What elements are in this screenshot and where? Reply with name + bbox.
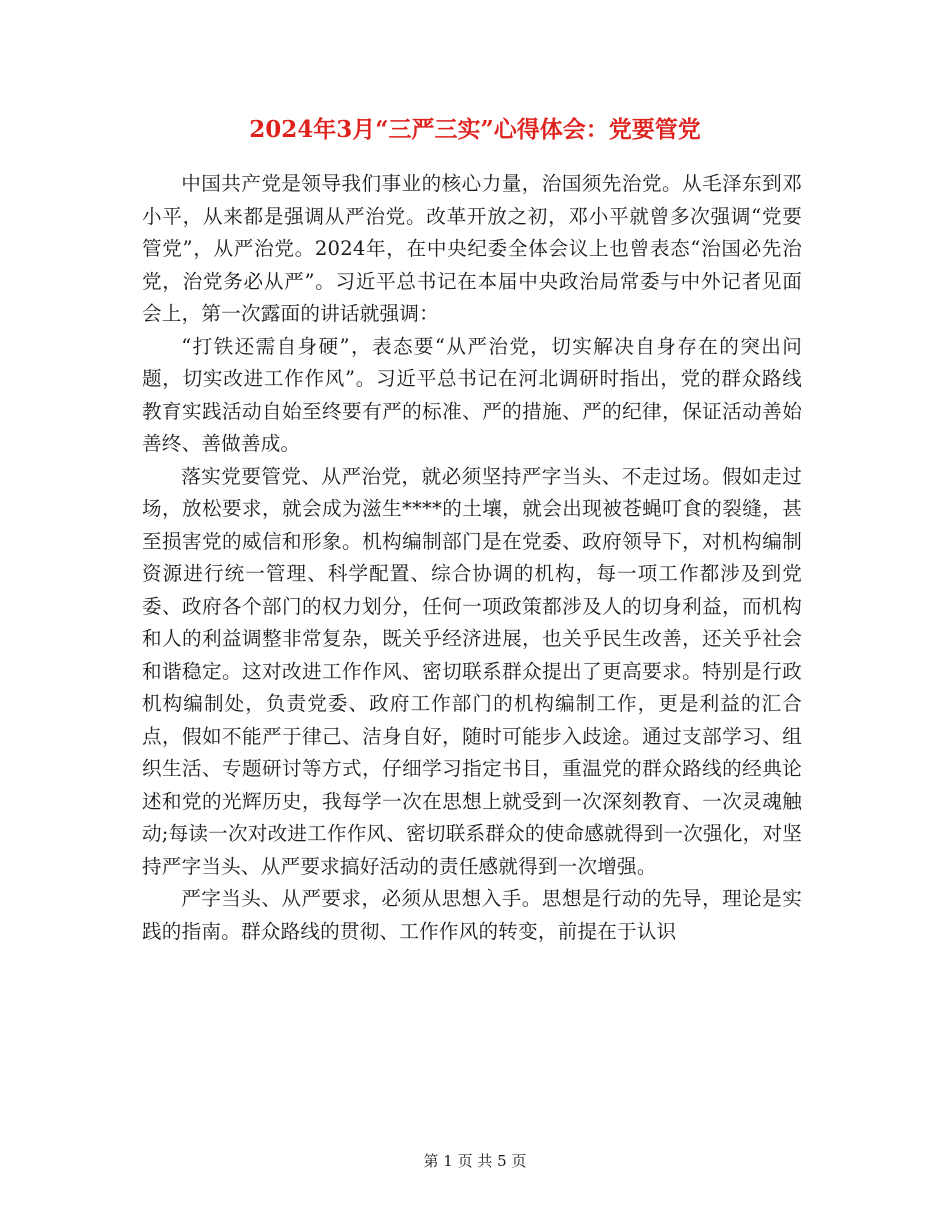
- document-body: [142, 168, 802, 948]
- paragraph-4: 严字当头、从严要求，必须从思想入手。思想是行动的先导，理论是实践的指南。群众路线的贯彻、工作作风的转变，前提在于认识: [142, 887, 802, 943]
- paragraph-3: 落实党要管党、从严治党，就必须坚持严字当头、不走过场。假如走过场，放松要求，就会成为滋生****的土壤，就会出现被苍蝇叮食的裂缝，甚至损害党的威信和形象。机构编制部门是在党委、政府领导下，对机构编制资源进行统一管理、科学配置、综合协调的机构，每一项工作都涉及到党委、政府各个部门的权力划分，任何一项政策都涉及人的切身利益，而机构和人的利益调整非常复杂，既关乎经济进展，也关乎民生改善，还关乎社会和谐稳定。这对改进工作作风、密切联系群众提出了更高要求。特别是行政机构编制处，负责党委、政府工作部门的机构编制工作，更是利益的汇合点，假如不能严于律己、洁身自好，随时可能步入歧途。通过支部学习、组织生活、专题研讨等方式，仔细学习指定书目，重温党的群众路线的经典论述和党的光辉历史，我每学一次在思想上就受到一次深刻教育、一次灵魂触动;每读一次对改进工作作风、密切联系群众的使命感就得到一次强化，对坚持严字当头、从严要求搞好活动的责任感就得到一次增强。: [142, 464, 802, 878]
- document-title: 2024年3月“三严三实”心得体会：党要管党: [249, 116, 701, 143]
- paragraph-1: 中国共产党是领导我们事业的核心力量，治国须先治党。从毛泽东到邓小平，从来都是强调从严治党。改革开放之初，邓小平就曾多次强调“党要管党”，从严治党。2024年，在中央纪委全体会议上也曾表态“治国必先治党，治党务必从严”。习近平总书记在本届中央政治局常委与中外记者见面会上，第一次露面的讲话就强调：: [142, 172, 802, 325]
- page-footer: 第 1 页 共 5 页: [423, 1152, 527, 1170]
- paragraph-2: “打铁还需自身硬”，表态要“从严治党，切实解决自身存在的突出问题，切实改进工作作风”。习近平总书记在河北调研时指出，党的群众路线教育实践活动自始至终要有严的标准、严的措施、严的纪律，保证活动善始善终、善做善成。: [142, 334, 802, 455]
